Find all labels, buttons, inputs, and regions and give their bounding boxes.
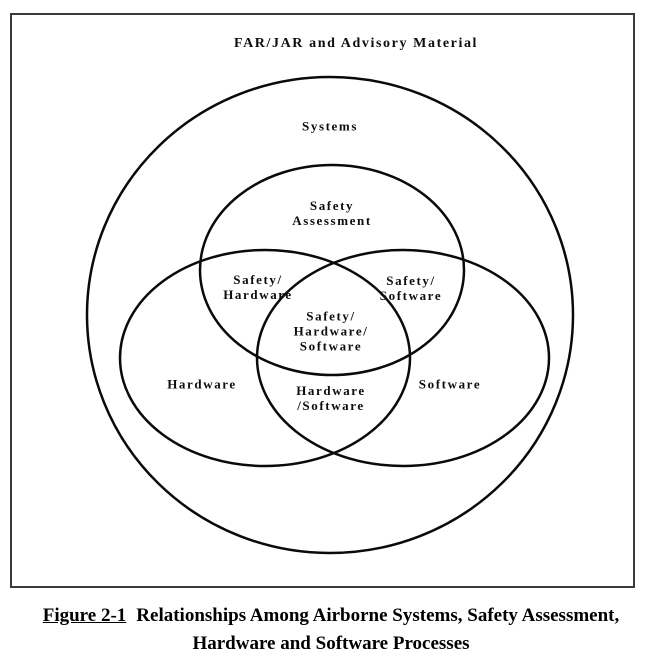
software-region-label <box>419 377 481 392</box>
caption-text-line-2: Hardware and Software Processes <box>192 633 470 654</box>
safety-hardware-line-2: Hardware <box>223 287 293 302</box>
figure-title: FAR/JAR and Advisory Material <box>233 36 479 51</box>
safety-assessment-line-2: Assessment <box>292 213 372 228</box>
software-label-text: Software <box>418 376 482 392</box>
caption-line-2 <box>0 630 662 658</box>
safety-hardware-software-line-2: Hardware/ <box>293 323 369 339</box>
safety-hardware-software-region-label <box>294 309 369 354</box>
hardware-region-label <box>167 377 237 392</box>
safety-hardware-software-line-1: Safety/ <box>306 308 356 324</box>
hardware-software-line-2: /Software <box>297 398 365 413</box>
safety-software-region-label <box>380 273 442 303</box>
hardware-software-line-1: Hardware <box>296 383 366 398</box>
hardware-label-text: Hardware <box>167 376 237 392</box>
caption-line-1 <box>0 602 662 630</box>
figure-number: Figure 2-1 <box>42 605 127 626</box>
safety-assessment-line-1: Safety <box>309 198 355 213</box>
safety-software-line-2: Software <box>379 288 443 303</box>
figure-caption <box>0 602 662 658</box>
safety-hardware-region-label <box>223 272 293 302</box>
systems-label-text: Systems <box>302 118 358 134</box>
safety-hardware-line-1: Safety/ <box>233 272 283 287</box>
systems-region-label <box>302 119 358 134</box>
safety-assessment-region-label <box>292 198 372 228</box>
safety-software-line-1: Safety/ <box>386 273 436 288</box>
caption-text-line-1: Relationships Among Airborne Systems, Safety Assessment, <box>136 605 620 626</box>
hardware-software-region-label <box>296 383 366 413</box>
safety-hardware-software-line-3: Software <box>299 338 363 354</box>
